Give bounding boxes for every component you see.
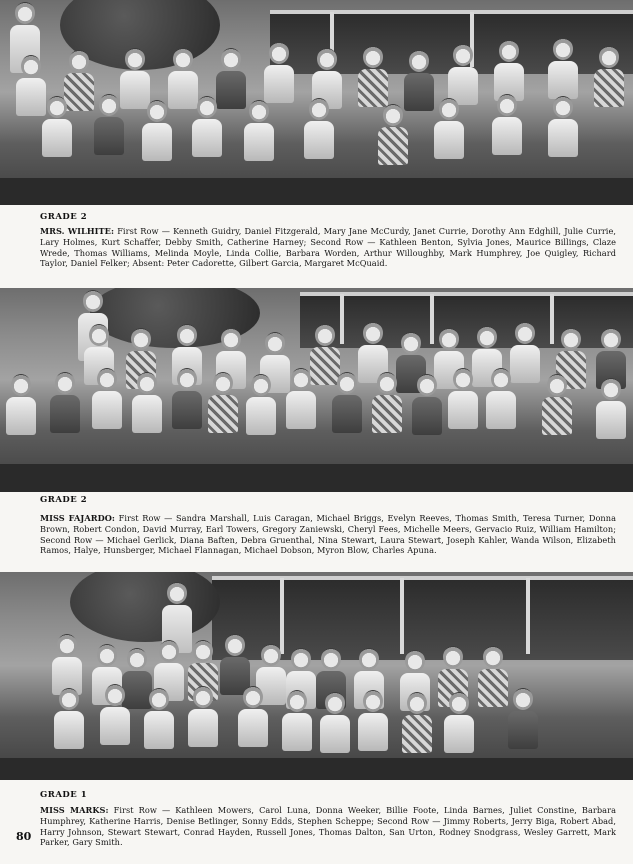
- student-figure: [546, 96, 580, 157]
- student-figure: [98, 684, 132, 745]
- class-roster-caption: [40, 805, 616, 848]
- grade-heading: GRADE 1: [40, 790, 88, 800]
- student-figure: [90, 368, 124, 429]
- student-names: First Row — Kenneth Guidry, Daniel Fitzgerald, Mary Jane McCurdy, Janet Currie, Dorothy Ann Edghill, Julie Currie, Lary Holmes, Kurt Schaffer, Debby Smith, Catherine Harney; Second Row — Kathleen Benton, Sylvia Jones, Maurice Billings, Claze Wrede, Thomas Williams, Melinda Moyle, Linda Collie, Barbara Worden, Arthur Willoughby, Mark Humphrey, Joe Quigley, Richard Taylor, Daniel Felker; Absent: Peter Cadorette, Gilbert Garcia, Margaret McQuaid.: [40, 226, 617, 269]
- class-photo-grade-2-wilhite: [0, 0, 633, 205]
- class-roster-caption: [40, 226, 616, 269]
- student-figure: [244, 374, 278, 435]
- teacher-name: MRS. WILHITE:: [40, 226, 115, 236]
- student-figure: [484, 368, 518, 429]
- student-figure: [140, 100, 174, 161]
- photo-post: [280, 578, 284, 654]
- student-figure: [432, 98, 466, 159]
- student-figure: [318, 692, 352, 753]
- student-figure: [356, 690, 390, 751]
- student-figure: [130, 372, 164, 433]
- page-number: 80: [16, 830, 32, 843]
- student-figure: [546, 38, 580, 99]
- student-figure: [330, 372, 364, 433]
- student-names: First Row — Kathleen Mowers, Carol Luna, Donna Weeker, Billie Foote, Linda Barnes, Juliet Constine, Barbara Humphrey, Katherine Harris, Denise Betlinger, Sonny Edds, Stephen Scheppe; Second Row — Jimmy Roberts, Jerry Biga, Robert Abad, Harry Johnson, Stewart Stewart, Conrad Hayden, Russell Jones, Thomas Dalton, San Urton, Rodney Snodgrass, Wesley Garrett, Mark Parker, Gary Smith.: [40, 805, 617, 848]
- student-figure: [284, 368, 318, 429]
- grade-heading: GRADE 2: [40, 495, 88, 505]
- photo-post: [526, 578, 530, 654]
- student-figure: [376, 104, 410, 165]
- student-figure: [206, 372, 240, 433]
- teacher-name: MISS MARKS:: [40, 805, 109, 815]
- student-figure: [594, 378, 628, 439]
- student-figure: [48, 372, 82, 433]
- teacher-name: MISS FAJARDO:: [40, 513, 115, 523]
- student-figure: [370, 372, 404, 433]
- student-figure: [490, 94, 524, 155]
- student-figure: [40, 96, 74, 157]
- student-figure: [242, 100, 276, 161]
- student-figure: [356, 46, 390, 107]
- student-figure: [540, 374, 574, 435]
- grade-heading: GRADE 2: [40, 212, 88, 222]
- class-photo-grade-2-fajardo: [0, 288, 633, 492]
- photo-post: [400, 578, 404, 654]
- student-figure: [442, 692, 476, 753]
- student-figure: [280, 690, 314, 751]
- student-figure: [410, 374, 444, 435]
- student-names: First Row — Sandra Marshall, Luis Caragan, Michael Briggs, Evelyn Reeves, Thomas Smith, Teresa Turner, Donna Brown, Robert Condon, David Murray, Earl Towers, Gregory Zaniewski, Cheryl Fees, Michelle Meers, Gervacio Ruiz, William Hamilton; Second Row — Michael Gerlick, Diana Baften, Debra Gruenthal, Nina Stewart, Laura Stewart, Joseph Kahler, Wanda Wilson, Elizabeth Ramos, Halye, Hunsberger, Michael Flannagan, Michael Dobson, Myron Blow, Charles Apuna.: [40, 513, 617, 556]
- photo-bench: [0, 464, 633, 492]
- student-figure: [446, 44, 480, 105]
- photo-bench: [0, 178, 633, 205]
- class-roster-caption: [40, 513, 616, 556]
- student-figure: [476, 646, 510, 707]
- student-figure: [142, 688, 176, 749]
- student-figure: [92, 94, 126, 155]
- student-figure: [52, 688, 86, 749]
- class-photo-grade-1-marks: [0, 572, 633, 780]
- student-figure: [302, 98, 336, 159]
- student-figure: [190, 96, 224, 157]
- student-figure: [446, 368, 480, 429]
- student-figure: [402, 50, 436, 111]
- student-figure: [400, 692, 434, 753]
- student-figure: [186, 686, 220, 747]
- student-figure: [492, 40, 526, 101]
- student-figure: [236, 686, 270, 747]
- photo-bench: [0, 758, 633, 780]
- student-figure: [4, 374, 38, 435]
- student-figure: [592, 46, 626, 107]
- student-figure: [506, 688, 540, 749]
- student-figure: [170, 368, 204, 429]
- student-figure: [262, 42, 296, 103]
- student-figure: [50, 634, 84, 695]
- photo-tree: [70, 572, 220, 642]
